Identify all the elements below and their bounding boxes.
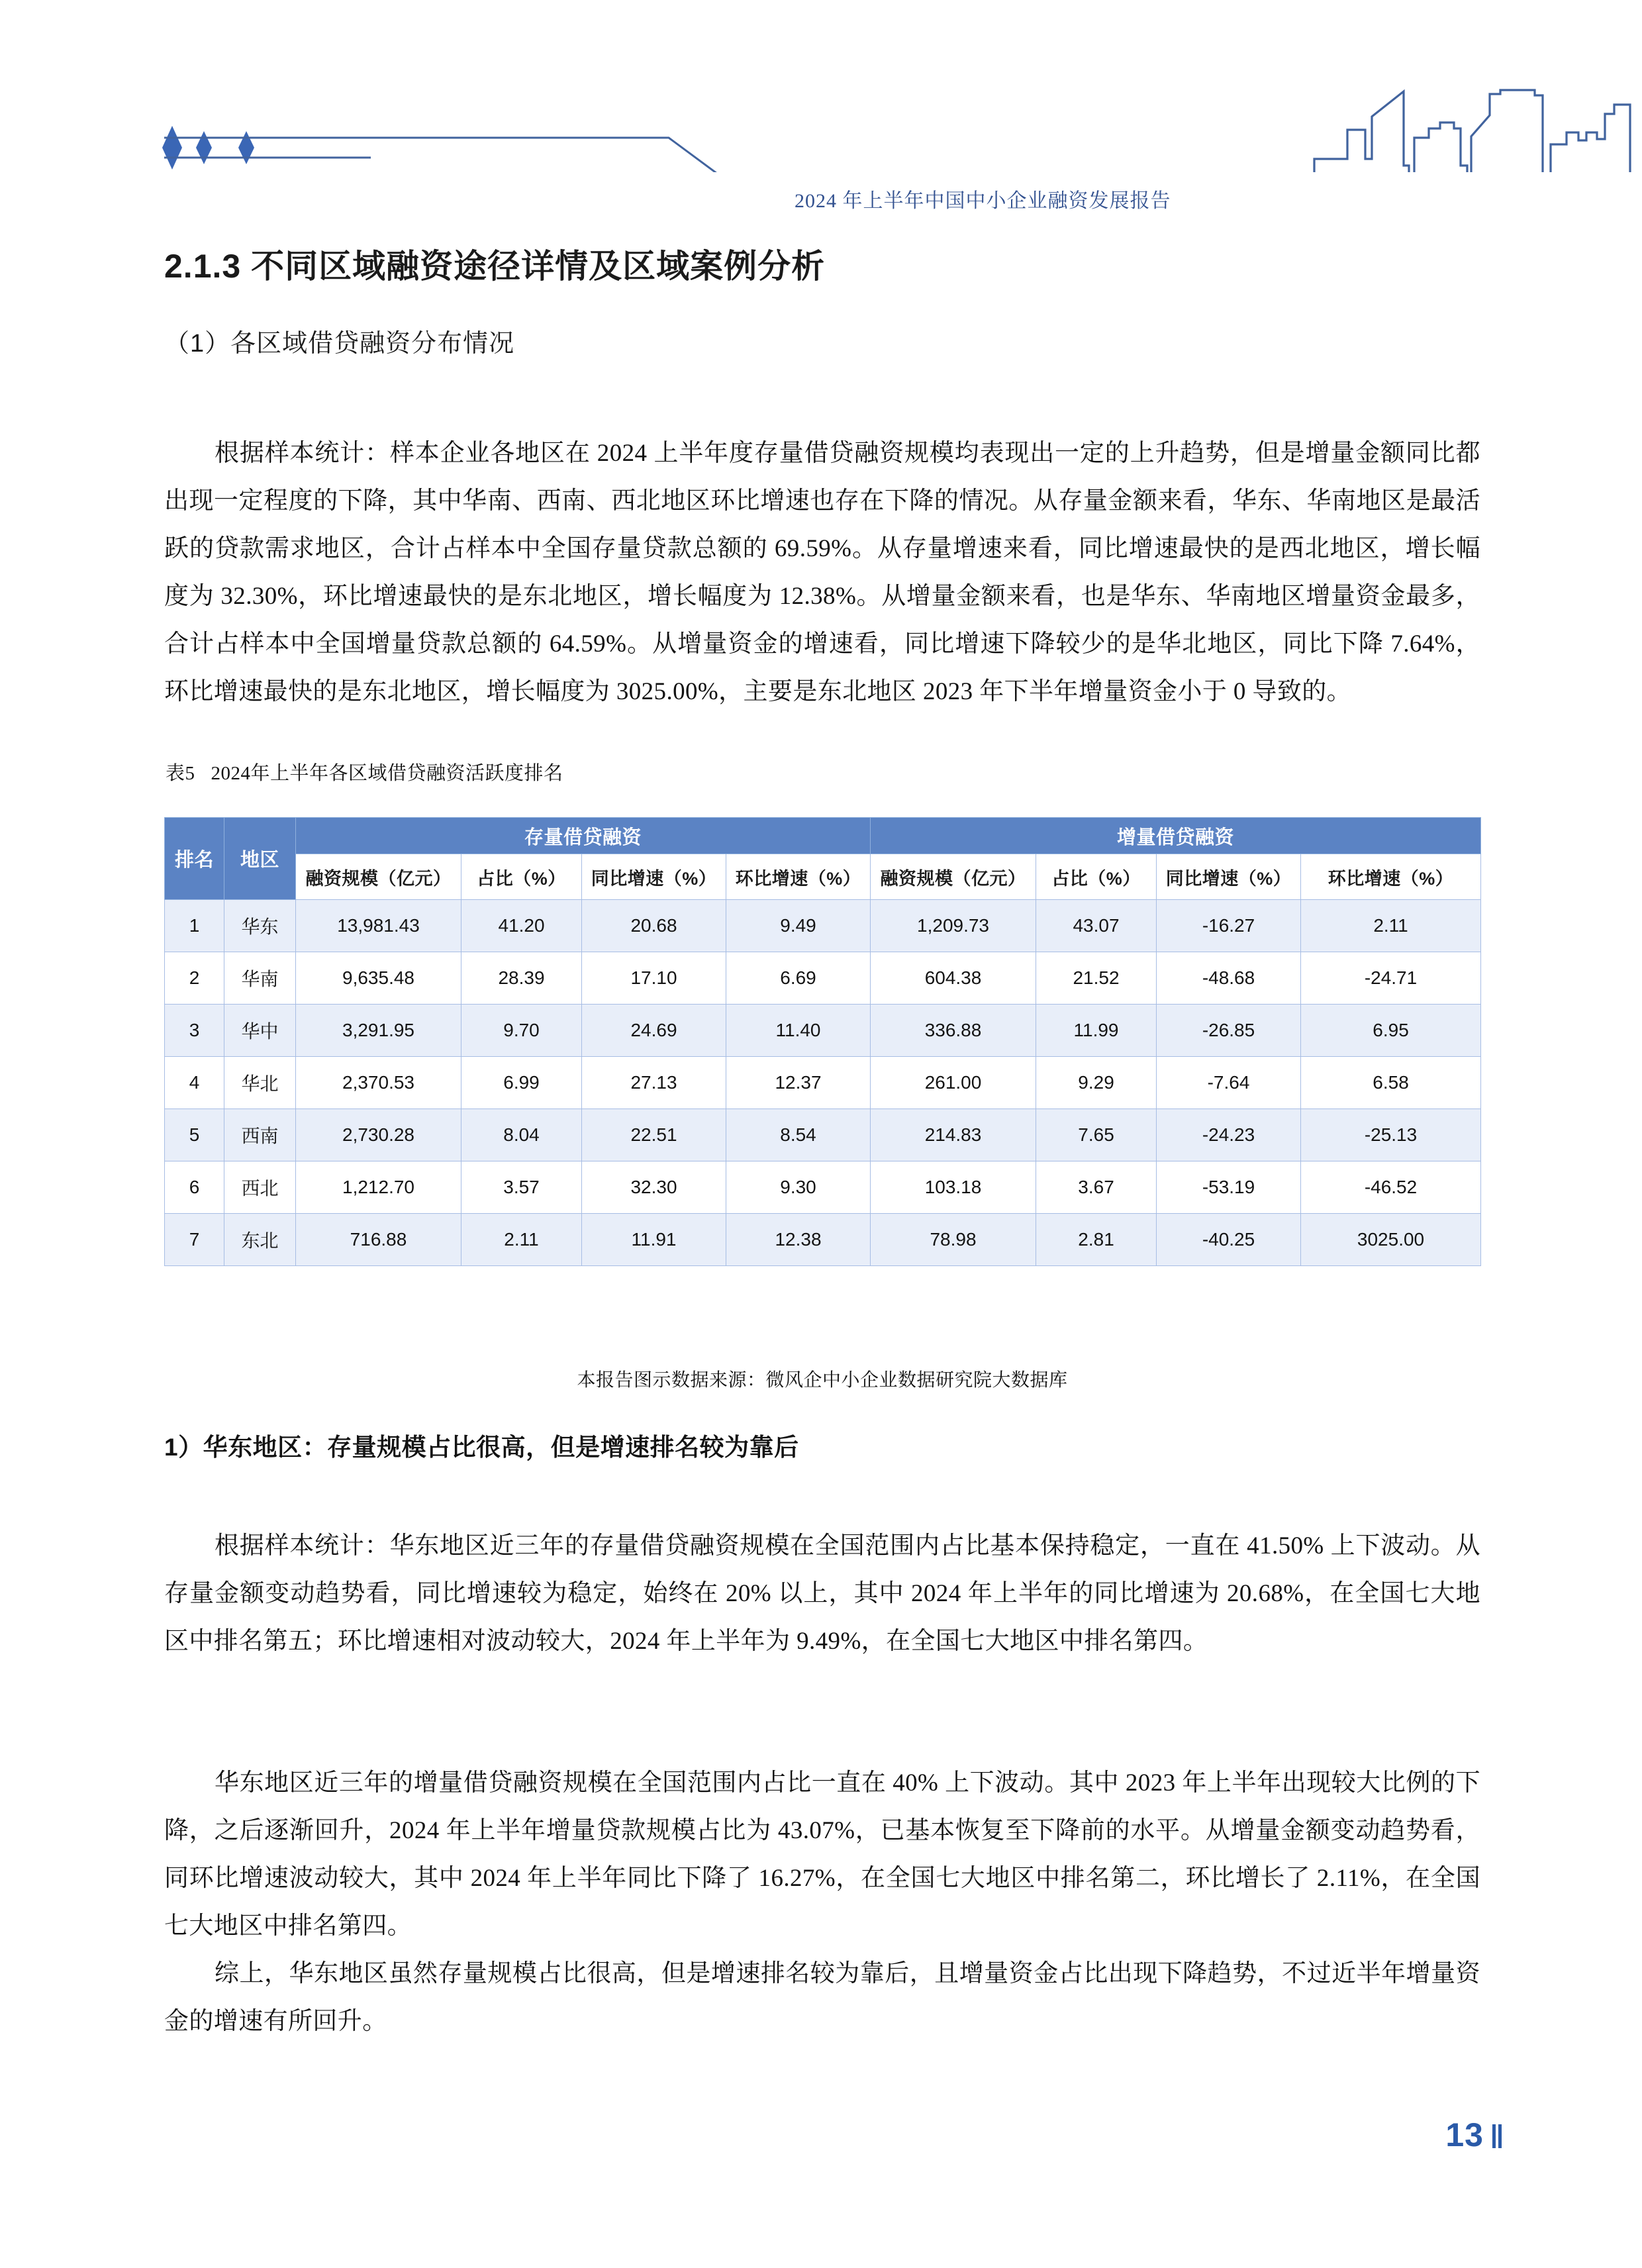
cell-stock-share: 8.04 xyxy=(461,1109,582,1161)
cell-inc-share: 2.81 xyxy=(1036,1214,1157,1266)
cell-inc-yoy: -48.68 xyxy=(1157,952,1301,1005)
page-header xyxy=(0,86,1642,212)
table-caption xyxy=(166,758,563,785)
cell-stock-yoy: 17.10 xyxy=(582,952,726,1005)
table-row xyxy=(165,952,1481,1005)
col-inc-qoq: 环比增速（%） xyxy=(1301,854,1481,900)
cell-inc-scale: 336.88 xyxy=(871,1005,1036,1057)
cell-rank: 4 xyxy=(165,1057,224,1109)
cell-inc-qoq: -46.52 xyxy=(1301,1161,1481,1214)
cell-inc-qoq: -24.71 xyxy=(1301,952,1481,1005)
cell-inc-share: 11.99 xyxy=(1036,1005,1157,1057)
cell-inc-yoy: -16.27 xyxy=(1157,900,1301,952)
cell-stock-yoy: 27.13 xyxy=(582,1057,726,1109)
col-inc-scale: 融资规模（亿元） xyxy=(871,854,1036,900)
diamond-marks-icon xyxy=(162,126,254,170)
cell-stock-share: 41.20 xyxy=(461,900,582,952)
cell-region: 东北 xyxy=(224,1214,296,1266)
cell-inc-scale: 604.38 xyxy=(871,952,1036,1005)
cell-stock-share: 28.39 xyxy=(461,952,582,1005)
col-inc-yoy: 同比增速（%） xyxy=(1157,854,1301,900)
cell-inc-yoy: -53.19 xyxy=(1157,1161,1301,1214)
cell-stock-qoq: 9.49 xyxy=(726,900,871,952)
cell-stock-yoy: 11.91 xyxy=(582,1214,726,1266)
cell-stock-yoy: 24.69 xyxy=(582,1005,726,1057)
cell-stock-scale: 2,370.53 xyxy=(296,1057,461,1109)
cell-inc-share: 7.65 xyxy=(1036,1109,1157,1161)
cell-inc-yoy: -24.23 xyxy=(1157,1109,1301,1161)
cell-stock-qoq: 8.54 xyxy=(726,1109,871,1161)
page-number-footer xyxy=(1445,2114,1502,2154)
cell-stock-qoq: 12.37 xyxy=(726,1057,871,1109)
table-column-header-row xyxy=(165,854,1481,900)
cell-stock-scale: 2,730.28 xyxy=(296,1109,461,1161)
cell-rank: 2 xyxy=(165,952,224,1005)
cell-inc-qoq: -25.13 xyxy=(1301,1109,1481,1161)
col-rank: 排名 xyxy=(165,818,224,900)
col-stock-yoy: 同比增速（%） xyxy=(582,854,726,900)
paragraph-huadong-summary: 综上，华东地区虽然存量规模占比很高，但是增速排名较为靠后，且增量资金占比出现下降趋势，不过近半年增量资金的增速有所回升。 xyxy=(164,1960,1480,2035)
subsection-heading: （1）各区域借贷融资分布情况 xyxy=(164,330,515,358)
cell-inc-scale: 261.00 xyxy=(871,1057,1036,1109)
cell-rank: 3 xyxy=(165,1005,224,1057)
cell-stock-scale: 716.88 xyxy=(296,1214,461,1266)
ranking-table xyxy=(164,817,1481,1266)
cell-inc-qoq: 2.11 xyxy=(1301,900,1481,952)
cell-inc-qoq: 6.58 xyxy=(1301,1057,1481,1109)
cell-inc-scale: 78.98 xyxy=(871,1214,1036,1266)
cell-stock-scale: 3,291.95 xyxy=(296,1005,461,1057)
cell-stock-yoy: 20.68 xyxy=(582,900,726,952)
col-stock-share: 占比（%） xyxy=(461,854,582,900)
cell-inc-scale: 1,209.73 xyxy=(871,900,1036,952)
cell-stock-share: 3.57 xyxy=(461,1161,582,1214)
cell-stock-scale: 13,981.43 xyxy=(296,900,461,952)
cell-stock-yoy: 32.30 xyxy=(582,1161,726,1214)
running-header-title: 2024 年上半年中国中小企业融资发展报告 xyxy=(795,190,1171,212)
col-region: 地区 xyxy=(224,818,296,900)
cell-stock-qoq: 11.40 xyxy=(726,1005,871,1057)
cell-inc-share: 21.52 xyxy=(1036,952,1157,1005)
cell-stock-qoq: 6.69 xyxy=(726,952,871,1005)
table-row xyxy=(165,1214,1481,1266)
table-body xyxy=(165,900,1481,1266)
cell-inc-scale: 103.18 xyxy=(871,1161,1036,1214)
header-rule xyxy=(164,138,1314,172)
table-head xyxy=(165,818,1481,900)
table-source-note: 本报告图示数据来源：微风企中小企业数据研究院大数据库 xyxy=(577,1370,1068,1391)
cell-rank: 6 xyxy=(165,1161,224,1214)
cell-region: 西北 xyxy=(224,1161,296,1214)
col-group-increment: 增量借贷融资 xyxy=(871,818,1481,854)
cell-region: 华北 xyxy=(224,1057,296,1109)
table-caption-text: 2024年上半年各区域借贷融资活跃度排名 xyxy=(211,763,563,784)
cell-stock-share: 9.70 xyxy=(461,1005,582,1057)
region-heading: 1）华东地区：存量规模占比很高，但是增速排名较为靠后 xyxy=(164,1434,799,1461)
cell-inc-share: 3.67 xyxy=(1036,1161,1157,1214)
cell-stock-share: 6.99 xyxy=(461,1057,582,1109)
cell-inc-yoy: -7.64 xyxy=(1157,1057,1301,1109)
paragraph-intro: 根据样本统计：样本企业各地区在 2024 上半年度存量借贷融资规模均表现出一定的上升趋势，但是增量金额同比都出现一定程度的下降，其中华南、西南、西北地区环比增速也存在下降的情况。从存量金额来看，华东、华南地区是最活跃的贷款需求地区，合计占样本中全国存量贷款总额的 69.59%。从存量增速来看，同比增速最快的是西北地区，增长幅度为 32.30%，环比增速最快的是东北地区，增长幅度为 12.38%。从增量金额来看，也是华东、华南地区增量资金最多，合计占样本中全国增量贷款总额的 64.59%。从增量资金的增速看，同比增速下降较少的是华北地区，同比下降 7.64%，环比增速最快的是东北地区，增长幅度为 3025.00%，主要是东北地区 2023 年下半年增量资金小于 0 导致的。 xyxy=(164,440,1480,705)
table-row xyxy=(165,1161,1481,1214)
header-graphic xyxy=(0,86,1642,172)
cell-stock-scale: 1,212.70 xyxy=(296,1161,461,1214)
cell-region: 华东 xyxy=(224,900,296,952)
cell-inc-qoq: 3025.00 xyxy=(1301,1214,1481,1266)
cell-inc-share: 9.29 xyxy=(1036,1057,1157,1109)
cell-inc-yoy: -40.25 xyxy=(1157,1214,1301,1266)
cell-region: 华中 xyxy=(224,1005,296,1057)
cell-inc-yoy: -26.85 xyxy=(1157,1005,1301,1057)
cell-rank: 1 xyxy=(165,900,224,952)
col-inc-share: 占比（%） xyxy=(1036,854,1157,900)
city-skyline-icon xyxy=(1314,90,1630,172)
paragraph-huadong-stock: 根据样本统计：华东地区近三年的存量借贷融资规模在全国范围内占比基本保持稳定，一直在 41.50% 上下波动。从存量金额变动趋势看，同比增速较为稳定，始终在 20% 以上，其中 2024 年上半年的同比增速为 20.68%，在全国七大地区中排名第五；环比增速相对波动较大，2024 年上半年为 9.49%，在全国七大地区中排名第四。 xyxy=(164,1532,1480,1655)
cell-stock-scale: 9,635.48 xyxy=(296,952,461,1005)
col-group-stock: 存量借贷融资 xyxy=(296,818,871,854)
cell-stock-qoq: 12.38 xyxy=(726,1214,871,1266)
cell-inc-qoq: 6.95 xyxy=(1301,1005,1481,1057)
col-stock-scale: 融资规模（亿元） xyxy=(296,854,461,900)
cell-inc-scale: 214.83 xyxy=(871,1109,1036,1161)
cell-region: 西南 xyxy=(224,1109,296,1161)
cell-stock-share: 2.11 xyxy=(461,1214,582,1266)
section-heading: 2.1.3 不同区域融资途径详情及区域案例分析 xyxy=(164,248,826,285)
table-row xyxy=(165,1057,1481,1109)
paragraph-huadong-increment: 华东地区近三年的增量借贷融资规模在全国范围内占比一直在 40% 上下波动。其中 2023 年上半年出现较大比例的下降，之后逐渐回升，2024 年上半年增量贷款规模占比为 43.07%，已基本恢复至下降前的水平。从增量金额变动趋势看，同环比增速波动较大，其中 2024 年上半年同比下降了 16.27%，在全国七大地区中排名第二，环比增长了 2.11%，在全国七大地区中排名第四。 xyxy=(164,1769,1480,1940)
cell-stock-qoq: 9.30 xyxy=(726,1161,871,1214)
table-row xyxy=(165,1109,1481,1161)
page-number-value: 13 xyxy=(1445,2116,1484,2153)
cell-inc-share: 43.07 xyxy=(1036,900,1157,952)
cell-rank: 5 xyxy=(165,1109,224,1161)
cell-region: 华南 xyxy=(224,952,296,1005)
table-caption-label: 表5 xyxy=(166,763,195,784)
page-number-bars-icon xyxy=(1490,2114,1502,2153)
col-stock-qoq: 环比增速（%） xyxy=(726,854,871,900)
table-row xyxy=(165,900,1481,952)
ranking-table-wrapper xyxy=(164,817,1480,1266)
cell-rank: 7 xyxy=(165,1214,224,1266)
cell-stock-yoy: 22.51 xyxy=(582,1109,726,1161)
table-group-header-row xyxy=(165,818,1481,854)
table-row xyxy=(165,1005,1481,1057)
